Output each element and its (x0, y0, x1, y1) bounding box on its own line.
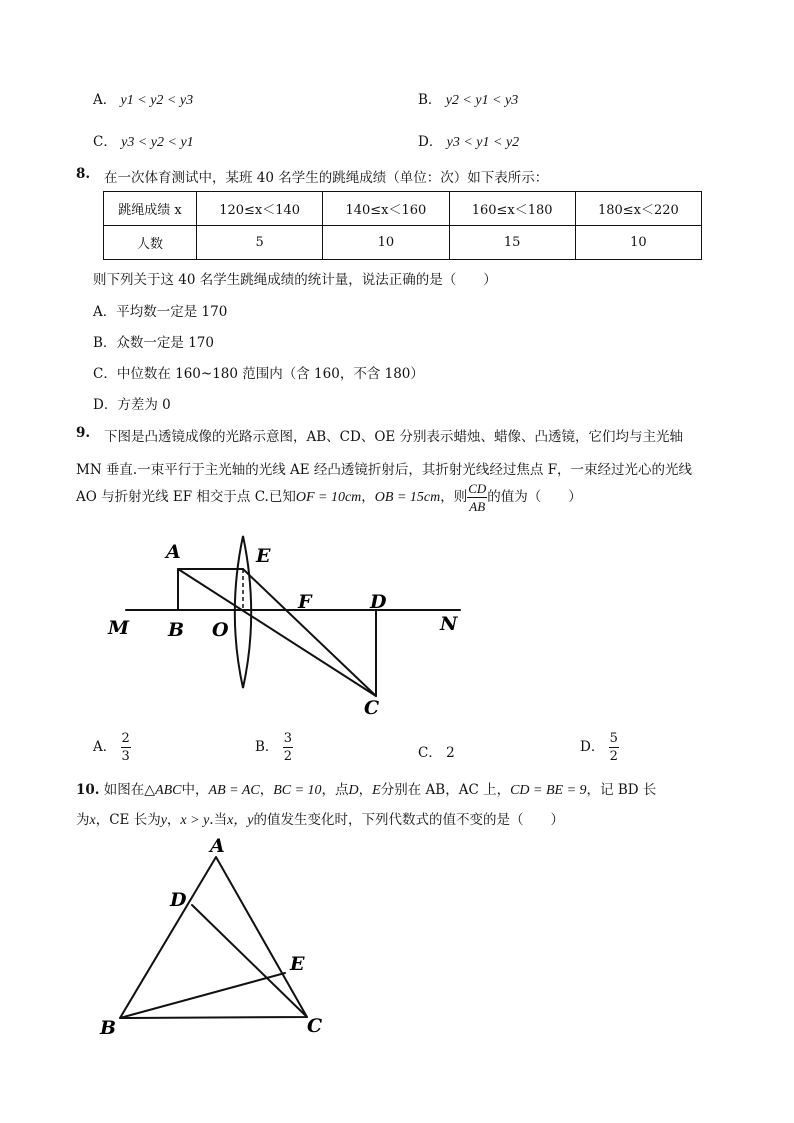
q10-d: D (348, 783, 359, 798)
q8-score-table (103, 191, 702, 260)
q10-comma: ， (259, 782, 274, 798)
q9-fraction (467, 482, 487, 513)
q7-option-a-label: A． (93, 92, 117, 108)
ray-efc (243, 569, 376, 696)
label-e: E (256, 545, 271, 567)
q9-option-a-den: 3 (121, 749, 130, 764)
q9-option-a (93, 732, 131, 763)
q10-x: x (89, 813, 96, 828)
q9-sep: ， (361, 489, 375, 505)
q9-line3 (76, 482, 582, 513)
table-row (104, 192, 702, 226)
label-m: M (108, 617, 130, 639)
q7-option-a-text: y1 < y2 < y3 (120, 93, 194, 108)
q9-option-d-den: 2 (609, 749, 618, 764)
q9-option-d-label: D． (580, 739, 605, 755)
triangle-diagram (90, 832, 350, 1044)
q9-tail: 的值为（ ） (487, 489, 582, 505)
q8-option-a: A．平均数一定是 170 (93, 304, 228, 320)
q9-option-b-den: 2 (283, 749, 292, 764)
label-c: C (364, 697, 380, 719)
q10-text-b: 中， (181, 782, 209, 798)
q10-y: y (160, 813, 167, 828)
q10-cd-be: CD = BE = 9 (510, 783, 587, 798)
table-cell-range: 120≤x＜140 (197, 192, 323, 226)
q9-ob: OB = 15cm (374, 490, 441, 505)
q10-cmp: x > y (180, 813, 210, 828)
table-cell-count: 5 (197, 226, 323, 260)
q10-line2 (76, 808, 564, 829)
q8-number: 8. (76, 166, 91, 182)
table-cell-range: 160≤x＜180 (449, 192, 575, 226)
q10-comma2: ， (166, 812, 181, 828)
q9-option-a-label: A． (93, 739, 117, 755)
q9-line1: 下图是凸透镜成像的光路示意图，AB、CD、OE 分别表示蜡烛、蜡像、凸透镜，它们均与主光轴 (104, 429, 684, 445)
q7-option-b (418, 88, 518, 109)
q10-text-a: 如图在 (103, 782, 145, 798)
q7-option-b-label: B． (418, 92, 442, 108)
q9-option-d-num: 5 (609, 731, 618, 746)
q7-option-d-label: D． (418, 134, 443, 150)
q9-option-b-label: B． (255, 739, 279, 755)
triangle-abc (120, 857, 307, 1018)
lens (235, 536, 252, 688)
table-header-score: 跳绳成绩 x (104, 192, 197, 226)
q8-option-b: B．众数一定是 170 (93, 335, 214, 351)
q10-on: 分别在 AB，AC 上， (380, 782, 511, 798)
q9-line2: MN 垂直.一束平行于主光轴的光线 AE 经凸透镜折射后，其折射光线经过焦点 F，一束经过光心的光线 (76, 462, 693, 478)
q8-option-c: C．中位数在 160~180 范围内（含 160，不含 180） (93, 366, 424, 382)
q10-ce: ，CE 长为 (95, 812, 161, 828)
q7-option-a (93, 88, 193, 109)
q10-point: ，点 (321, 782, 349, 798)
table-row (104, 226, 702, 260)
q9-then: ，则 (440, 489, 468, 505)
label-e: E (290, 953, 305, 975)
q10-ab-ac: AB = AC (208, 783, 260, 798)
q10-xy: x，y (227, 813, 254, 828)
q10-triangle: △ABC (144, 783, 182, 798)
q10-number: 10. (76, 782, 100, 798)
segment-be (120, 973, 285, 1018)
q9-option-b-fraction (283, 732, 293, 763)
q10-line1 (76, 778, 656, 799)
q9-option-c-text: 2 (446, 745, 455, 761)
q10-when: .当 (209, 812, 228, 828)
q10-e-sep: ， (358, 782, 373, 798)
table-cell-count: 10 (575, 226, 701, 260)
label-n: N (440, 613, 458, 635)
q9-fraction-num: CD (468, 481, 487, 496)
q9-of: OF = 10cm (295, 490, 362, 505)
label-b: B (100, 1017, 117, 1039)
q9-fraction-den: AB (469, 499, 486, 514)
label-f: F (298, 591, 312, 613)
lens-ray-diagram (100, 528, 480, 728)
q9-option-c-label: C． (418, 745, 442, 761)
ray-aoc (178, 569, 376, 696)
label-o: O (212, 619, 229, 641)
q9-line3-text: AO 与折射光线 EF 相交于点 C.已知 (76, 489, 296, 505)
q9-option-c (418, 741, 455, 761)
q9-option-b-num: 3 (283, 731, 292, 746)
label-a: A (210, 835, 225, 857)
q10-bc: BC = 10 (273, 783, 322, 798)
q7-option-d-text: y3 < y1 < y2 (446, 135, 520, 150)
label-d: D (370, 591, 387, 613)
table-cell-range: 180≤x＜220 (575, 192, 701, 226)
q9-option-a-num: 2 (121, 731, 130, 746)
q7-option-b-text: y2 < y1 < y3 (445, 93, 519, 108)
label-d: D (170, 889, 187, 911)
q8-question: 则下列关于这 40 名学生跳绳成绩的统计量，说法正确的是（ ） (93, 272, 497, 288)
label-b: B (168, 619, 185, 641)
label-c: C (307, 1015, 323, 1037)
q7-option-c (93, 130, 194, 151)
table-cell-range: 140≤x＜160 (323, 192, 449, 226)
q9-option-d (580, 732, 619, 763)
q9-option-d-fraction (609, 732, 619, 763)
q10-record: ，记 BD 长 (586, 782, 657, 798)
q8-stem: 在一次体育测试中，某班 40 名学生的跳绳成绩（单位：次）如下表所示： (104, 170, 549, 186)
table-cell-count: 10 (323, 226, 449, 260)
q9-option-b (255, 732, 293, 763)
label-a: A (166, 541, 181, 563)
q9-number: 9. (76, 425, 91, 441)
q7-option-d (418, 130, 519, 151)
q7-option-c-text: y3 < y2 < y1 (121, 135, 194, 150)
table-header-count: 人数 (104, 226, 197, 260)
q9-option-a-fraction (121, 732, 131, 763)
q8-option-d: D．方差为 0 (93, 397, 171, 413)
q10-line2-a: 为 (76, 812, 90, 828)
table-cell-count: 15 (449, 226, 575, 260)
q10-e: E (372, 783, 381, 798)
q7-option-c-label: C． (93, 134, 117, 150)
q10-line2-b: 的值发生变化时，下列代数式的值不变的是（ ） (253, 812, 565, 828)
